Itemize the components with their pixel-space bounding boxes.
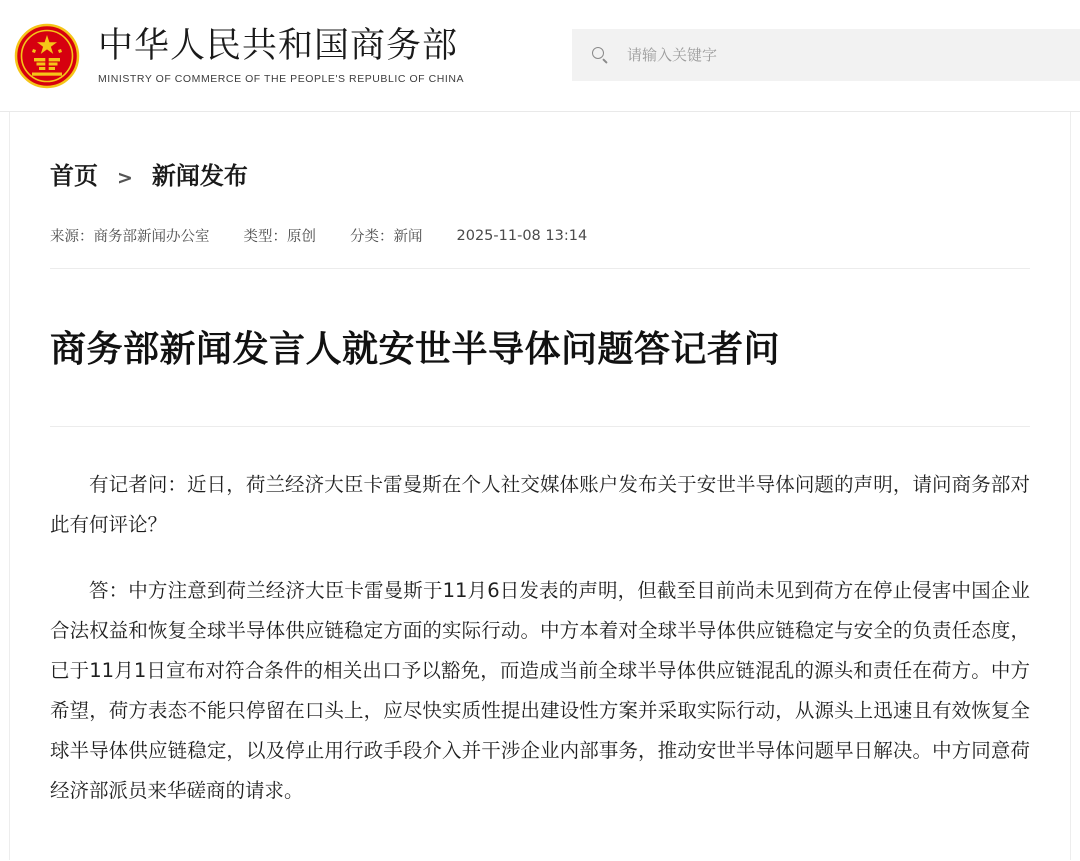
header-left-rule [0, 0, 10, 111]
breadcrumb-separator-icon: > [117, 167, 133, 189]
meta-type-label: 类型： [243, 229, 287, 245]
site-name-cn: 中华人民共和国商务部 [98, 25, 459, 66]
national-emblem-icon [14, 23, 80, 89]
meta-source-value: 商务部新闻办公室 [93, 229, 210, 245]
site-brand [98, 26, 464, 85]
site-header [0, 0, 1080, 112]
meta-datetime: 2025-11-08 13:14 [456, 227, 588, 244]
search-box[interactable] [572, 29, 1080, 81]
breadcrumb [50, 112, 1030, 191]
search-input[interactable] [625, 45, 1005, 65]
meta-source-label: 来源： [50, 229, 94, 245]
page-title: 商务部新闻发言人就安世半导体问题答记者问 [50, 329, 781, 370]
article-paragraph: 有记者问：近日，荷兰经济大臣卡雷曼斯在个人社交媒体账户发布关于安世半导体问题的声明，请问商务部对此有何评论？ [50, 472, 1030, 536]
article-body [50, 427, 1030, 811]
article-paragraph: 答：中方注意到荷兰经济大臣卡雷曼斯于11月6日发表的声明，但截至目前尚未见到荷方在停止侵害中国企业合法权益和恢复全球半导体供应链稳定方面的实际行动。中方本着对全球半导体供应链稳定与安全的负责任态度，已于11月1日宣布对符合条件的相关出口予以豁免，而造成当前全球半导体供应链混乱的源头和责任在荷方。中方希望，荷方表态不能只停留在口头上，应尽快实质性提出建设性方案并采取实际行动，从源头上迅速且有效恢复全球半导体供应链稳定，以及停止用行政手段介入并干涉企业内部事务，推动安世半导体问题早日解决。中方同意荷经济部派员来华磋商的请求。 [50, 578, 1030, 802]
meta-category [350, 225, 423, 246]
meta-type-value: 原创 [287, 229, 316, 245]
site-name-en: MINISTRY OF COMMERCE OF THE PEOPLE'S REPUBLIC OF CHINA [98, 73, 465, 86]
meta-category-value: 新闻 [393, 229, 423, 245]
breadcrumb-current[interactable]: 新闻发布 [151, 162, 248, 190]
search-icon [592, 47, 609, 64]
meta-category-label: 分类： [350, 229, 394, 245]
breadcrumb-home[interactable]: 首页 [50, 162, 98, 190]
meta-type [244, 225, 317, 246]
article-meta [50, 191, 1030, 269]
meta-source [50, 225, 210, 246]
content-frame [9, 112, 1071, 860]
